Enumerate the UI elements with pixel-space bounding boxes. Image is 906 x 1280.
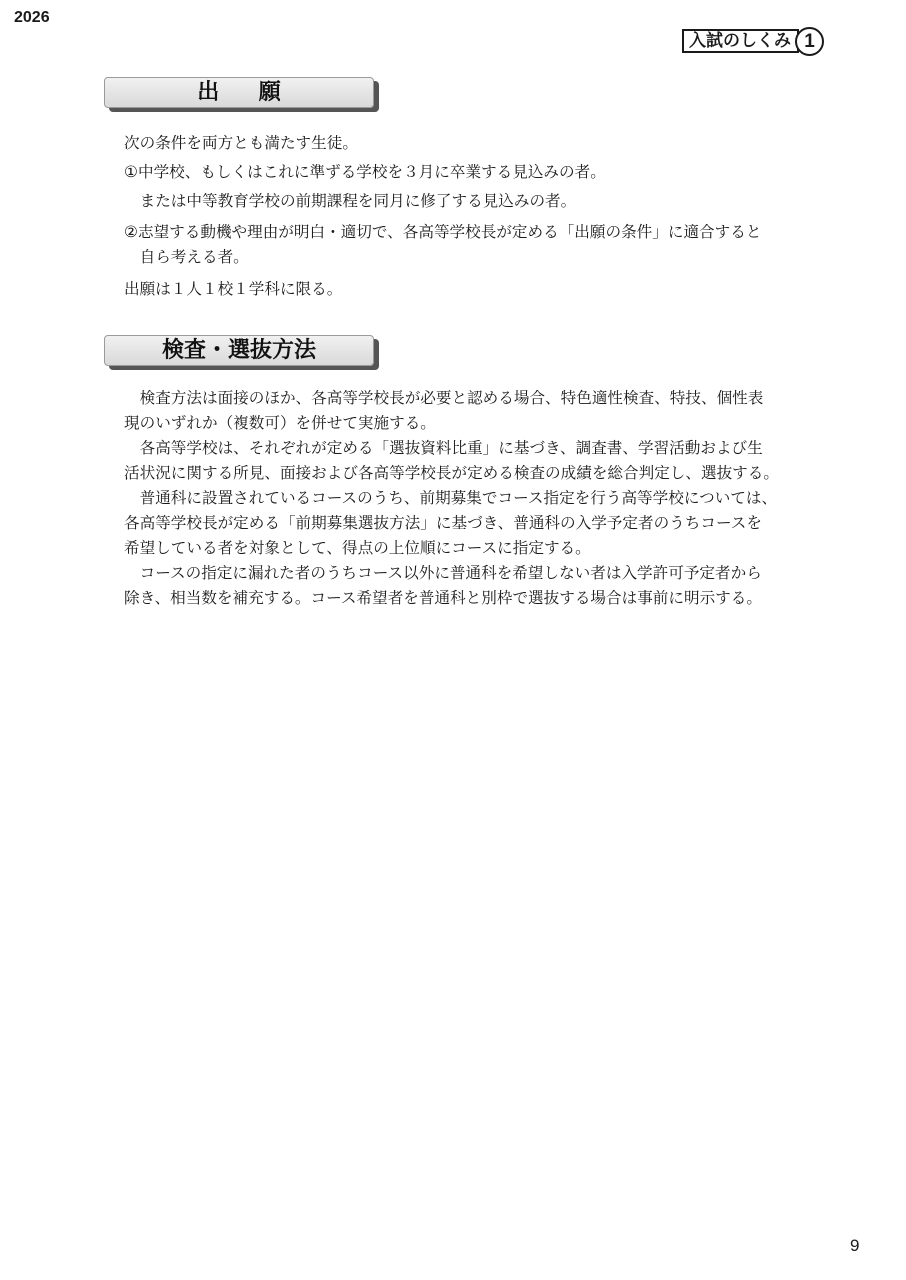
apply-intro: 次の条件を両方とも満たす生徒。 (124, 134, 358, 152)
year-label: 2026 (14, 9, 50, 26)
apply-condition-1: ①中学校、もしくはこれに準ずる学校を３月に卒業する見込みの者。 (124, 163, 606, 181)
exam-line: 除き、相当数を補充する。コース希望者を普通科と別枠で選抜する場合は事前に明示する。 (124, 589, 762, 607)
section-heading-exam: 検査・選抜方法 (104, 335, 374, 366)
chapter-tag (682, 27, 824, 55)
section-body-apply (124, 129, 824, 304)
exam-line: 希望している者を対象として、得点の上位順にコースに指定する。 (124, 539, 591, 557)
exam-line: 現のいずれか（複数可）を併せて実施する。 (124, 414, 436, 432)
chapter-number: 1 (795, 27, 824, 56)
apply-condition-2-cont: 自ら考える者。 (139, 248, 249, 266)
section-body-exam (124, 386, 824, 611)
apply-limit: 出願は１人１校１学科に限る。 (124, 280, 343, 298)
apply-condition-1-cont: または中等教育学校の前期課程を同月に修了する見込みの者。 (124, 192, 577, 210)
page-number: 9 (850, 1236, 860, 1255)
section-heading-apply: 出願 (104, 77, 374, 108)
exam-line: 各高等学校は、それぞれが定める「選抜資料比重」に基づき、調査書、学習活動および生 (139, 439, 763, 457)
apply-condition-2: ②志望する動機や理由が明白・適切で、各高等学校長が定める「出願の条件」に適合すると (124, 223, 762, 241)
chapter-label: 入試のしくみ (682, 29, 799, 53)
exam-line: 普通科に設置されているコースのうち、前期募集でコース指定を行う高等学校については、 (139, 489, 778, 507)
exam-line: 検査方法は面接のほか、各高等学校長が必要と認める場合、特色適性検査、特技、個性表 (139, 389, 764, 407)
exam-line: コースの指定に漏れた者のうちコース以外に普通科を希望しない者は入学許可予定者から (139, 564, 762, 582)
exam-line: 各高等学校長が定める「前期募集選抜方法」に基づき、普通科の入学予定者のうちコースを (124, 514, 762, 532)
exam-line: 活状況に関する所見、面接および各高等学校長が定める検査の成績を総合判定し、選抜する。 (124, 464, 779, 482)
